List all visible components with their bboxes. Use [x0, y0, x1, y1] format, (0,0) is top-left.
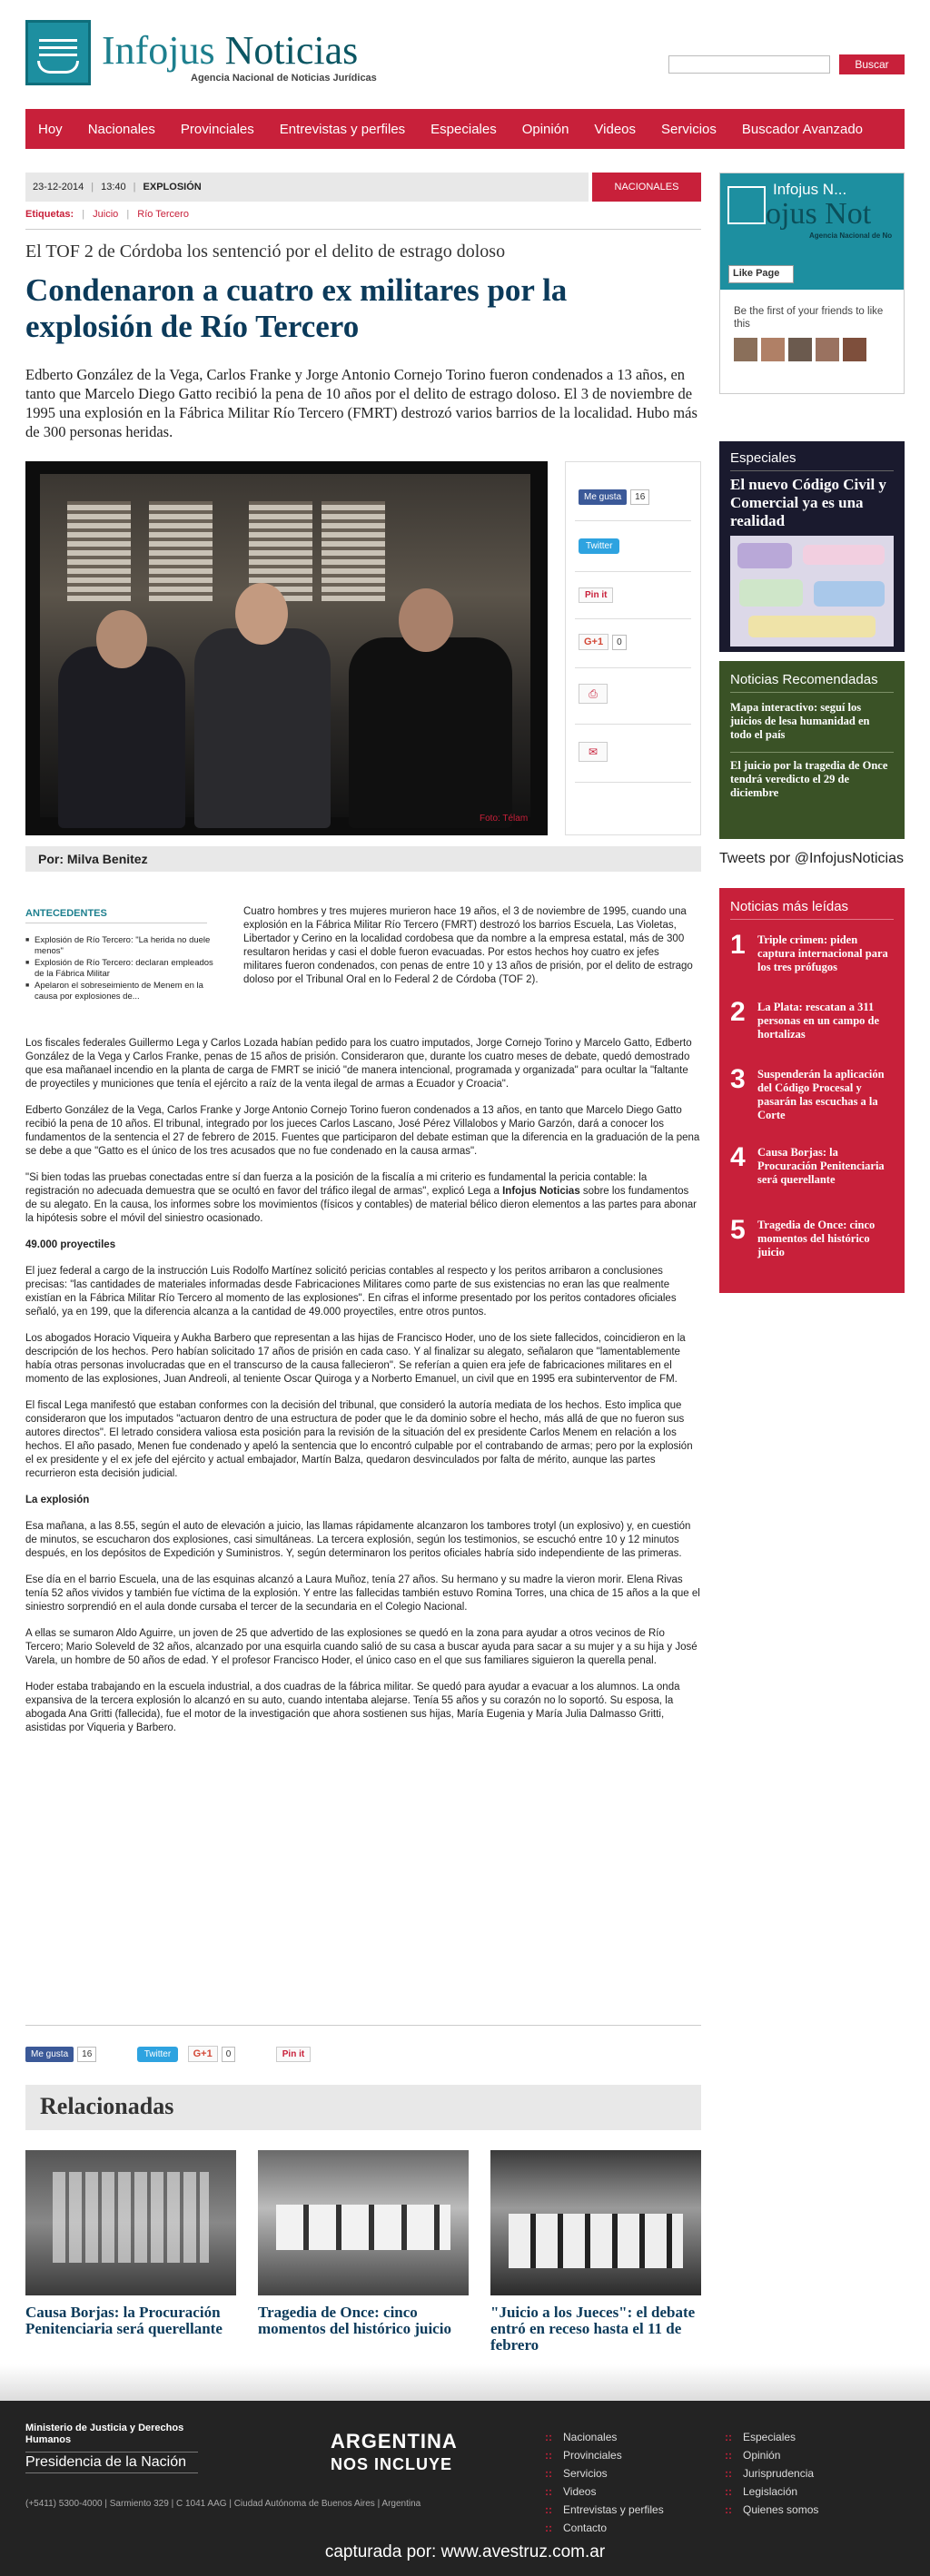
google-plus-count: 0: [222, 2047, 236, 2062]
facebook-like-count: 16: [77, 2047, 96, 2062]
fb-friends-text: Be the first of your friends to like this: [734, 306, 884, 330]
footer-link[interactable]: :: Nacionales: [545, 2428, 664, 2446]
book-logo-icon[interactable]: [25, 20, 91, 85]
recomendada-link[interactable]: El juicio por la tragedia de Once tendrá veredicto el 29 de diciembre: [730, 759, 888, 799]
footer-link[interactable]: :: Servicios: [545, 2464, 664, 2482]
divider: [25, 2025, 701, 2026]
printer-icon[interactable]: ⎙: [579, 684, 608, 704]
photo-credit: Foto: Télam: [480, 814, 529, 824]
fb-friend-avatar: [788, 338, 812, 361]
captured-watermark: capturada por: www.avestruz.com.ar: [324, 2542, 606, 2561]
body-subheading: 49.000 proyectiles: [25, 1239, 116, 1250]
recomendadas-box: [719, 661, 905, 839]
nav-servicios[interactable]: Servicios: [661, 121, 717, 137]
footer-link[interactable]: :: Videos: [545, 2482, 664, 2501]
footer-links-col2: [725, 2428, 818, 2519]
fb-friend-avatar: [734, 338, 757, 361]
nav-entrevistas[interactable]: Entrevistas y perfiles: [279, 121, 406, 137]
pinterest-button[interactable]: Pin it: [579, 587, 613, 603]
antecedente-link[interactable]: ■ Explosión de Río Tercero: declaran empleados de la Fábrica Militar: [25, 958, 216, 980]
related-image[interactable]: [490, 2150, 701, 2295]
mas-leida-number: 3: [730, 1064, 746, 1094]
article-headline: Condenaron a cuatro ex militares por la explosión de Río Tercero: [25, 272, 568, 344]
nav-especiales[interactable]: Especiales: [430, 121, 497, 137]
footer-argentina: ARGENTINA: [331, 2430, 458, 2453]
divider: [730, 752, 894, 753]
footer-link[interactable]: :: Entrevistas y perfiles: [545, 2501, 664, 2519]
logo-subtitle: Agencia Nacional de Noticias Jurídicas: [191, 73, 377, 84]
mas-leida-text: Causa Borjas: la Procuración Penitenciaria será querellante: [757, 1146, 885, 1186]
fb-page-big: ojus Not: [766, 197, 872, 231]
footer-link[interactable]: :: Jurisprudencia: [725, 2464, 818, 2482]
footer-presidencia[interactable]: Presidencia de la Nación: [25, 2452, 198, 2473]
divider: [730, 470, 894, 471]
footer-link[interactable]: :: Contacto: [545, 2519, 664, 2537]
mas-leida-text: La Plata: rescatan a 311 personas en un campo de hortalizas: [757, 1001, 880, 1041]
related-link[interactable]: Tragedia de Once: cinco momentos del histórico juicio: [258, 2304, 451, 2337]
share-bar-bottom: [25, 2045, 701, 2067]
fb-friend-avatar: [843, 338, 866, 361]
article-labels: Etiquetas: | Juicio | Río Tercero: [25, 209, 189, 220]
recomendada-link[interactable]: Mapa interactivo: seguí los juicios de lesa humanidad en todo el país: [730, 701, 870, 741]
mas-leida-text: Triple crimen: piden captura internacional para los tres prófugos: [757, 933, 888, 973]
divider: [25, 229, 701, 230]
footer-link[interactable]: :: Legislación: [725, 2482, 818, 2501]
labels-title: Etiquetas:: [25, 209, 74, 220]
antecedente-link[interactable]: ■ Apelaron el sobreseimiento de Menem en la causa por explosiones de...: [25, 981, 216, 1002]
fb-friend-avatar: [816, 338, 839, 361]
footer-links-col1: [545, 2428, 664, 2537]
share-panel: [565, 461, 701, 835]
related-image[interactable]: [25, 2150, 236, 2295]
section-tag[interactable]: NACIONALES: [592, 173, 701, 202]
article-intro: Cuatro hombres y tres mujeres murieron hace 19 años, el 3 de noviembre de 1995, cuando una explosión en la Fábrica Militar Río Tercero (FMRT) destrozó los barrios Escuela, Las Violetas, Libertador y Cerino en la localidad cordobesa que da nombre a la empresa estatal, más de 300 resultaron heridas y casi el doble fueron evacuadas. Por estos hechos hoy cuatro ex jefes militares fueron condenados, con penas de entre 10 y 13 años de prisión, por el delito de estrago doloso por el Tribunal Oral en lo Federal 2 de Córdoba (TOF 2).: [243, 906, 693, 985]
mas-leida-number: 2: [730, 997, 746, 1027]
body-paragraph: El fiscal Lega manifestó que estaban conformes con la decisión del tribunal, que consideró la autoría mediata de los hechos. Esto implica que consideraron que los imputados "actuaron dentro de una estructura de poder que le da dominio sobre el hecho, más allá de que no fueron sus autores directos". El letrado considera valiosa esta posición para la revisión de la situación del ex presidente Carlos Menem en relación a los hechos. El año pasado, Menen fue condenado y apeló la sentencia que lo encontró culpable por el contrabando de armas; pero por la explosión el ex presidente y el ex jefe del ejército y actual embajador, Martín Balza, quedaron desvinculados por falta de mérito, aunque las partes recurrieron esta decisión judicial.: [25, 1400, 693, 1479]
fb-like-page-button[interactable]: Like Page: [728, 265, 794, 283]
article-time: 13:40: [101, 182, 126, 192]
article-body: [25, 1037, 701, 1748]
body-paragraph: Los abogados Horacio Viqueira y Aukha Barbero que representan a las hijas de Francisco Hoder, uno de los siete fallecidos, coincidieron en la descripción de los hechos. Pero habían solicitado 17 años de prisión en cada caso. Y al finalizar su alegato, señalaron que "lamentablemente había otras personas involucradas que en el transcurso de la causa fallecieron". Se referían a quien era jefe de fabricaciones militares en el momento de las explosiones, Juan Andreoli, al teniente Oscar Quiroga y a Norberto Emanuel, un civil que en 1995 era subinterventor de FM.: [25, 1333, 686, 1385]
label-rio-tercero[interactable]: Río Tercero: [137, 209, 189, 220]
recomendadas-title: Noticias Recomendadas: [730, 672, 878, 687]
footer-link[interactable]: :: Especiales: [725, 2428, 818, 2446]
antecedentes-title: ANTECEDENTES: [25, 908, 107, 919]
email-icon[interactable]: ✉: [579, 742, 608, 762]
fb-page-name: Infojus N...: [773, 181, 847, 198]
divider: [730, 692, 894, 693]
body-paragraph: "Si bien todas las pruebas conectadas entre sí dan fuerza a la posición de la fiscalía a mi criterio es fundamental la pericia contable: la registración no adecuada demuestra que se ocultó en favor del tráfico ilegal de armas", explicó Lega a Infojus Noticias sobre los fundamentos de su alegato. En la causa, los informes sobre los movimientos (físicos y contables) de material bélico dieron elementos a las partes para abonar la hipótesis sobre el móvil del siniestro ocasionado.: [25, 1172, 697, 1224]
relacionadas-title: Relacionadas: [40, 2093, 174, 2119]
tweets-heading[interactable]: Tweets por @InfojusNoticias: [719, 851, 904, 866]
article-author: Por: Milva Benitez: [25, 846, 701, 872]
logo-brand: Infojus: [102, 28, 215, 73]
nav-provinciales[interactable]: Provinciales: [180, 121, 254, 137]
body-paragraph: Hoder estaba trabajando en la escuela industrial, a dos cuadras de la fábrica militar. Se quedó para ayudar a evacuar a los alumnos. La onda expansiva de la tercera explosión lo alcanzó en su auto, cuando intentaba alejarse. Tenía 55 años y su corazón no lo soportó. Su esposa, la abogada Ana Gritti (fallecida), fue el motor de la investigación que ahora sostienen sus hijas, María Eugenia y María Julia Dalmasso Gritti, asistidas por Viqueria y Barbero.: [25, 1682, 680, 1733]
nav-hoy[interactable]: Hoy: [38, 121, 63, 137]
label-juicio[interactable]: Juicio: [93, 209, 119, 220]
article-photo: [25, 461, 548, 835]
footer-nos-incluye: NOS INCLUYE: [331, 2455, 453, 2473]
body-paragraph: A ellas se sumaron Aldo Aguirre, un joven de 25 que advertido de las explosiones se quedó en la zona para ayudar a otros vecinos de Río Tercero; Mario Soleveld de 32 años, alcanzado por una esquirla cuando salió de su casa a buscar ayuda para sacar a su mujer y a su hija y José Varela, un hombre de 50 años de edad. Y el profesor Francisco Hoder, el único caso en el que sus familiares siguieron la querella penal.: [25, 1628, 698, 1666]
footer-ministerio: Ministerio de Justicia y Derechos Humanos: [25, 2423, 184, 2445]
article-category: EXPLOSIÓN: [143, 182, 202, 192]
facebook-like-button[interactable]: Me gusta: [579, 489, 627, 505]
related-link[interactable]: Causa Borjas: la Procuración Penitenciaria será querellante: [25, 2304, 223, 2337]
nav-nacionales[interactable]: Nacionales: [87, 121, 155, 137]
divider: [730, 919, 894, 920]
especiales-headline[interactable]: El nuevo Código Civil y Comercial ya es una realidad: [730, 476, 886, 529]
site-logo[interactable]: [102, 28, 359, 73]
nav-opinion[interactable]: Opinión: [521, 121, 569, 137]
google-plus-button[interactable]: G+1: [579, 634, 608, 650]
body-paragraph: El juez federal a cargo de la instrucción Luis Rodolfo Martínez solicitó pericias contables al respecto y los peritos arribaron a conclusiones precisas: "las cantidades de materiales informadas desde Fabricaciones Militares como parte de sus existencias no eran las que realmente existían en la Fábrica Militar Río Tercero al momento de las explosiones". En cifras el informe presentado por los peritos contadores oficiales señaló, ya en 199, que la diferencia alcanza a la cantidad de 49.000 proyectiles, entre otros puntos.: [25, 1266, 677, 1318]
article-date: 23-12-2014: [33, 182, 84, 192]
fb-page-sub: Agencia Nacional de No: [809, 232, 893, 240]
twitter-button[interactable]: Twitter: [579, 538, 619, 554]
pinterest-button[interactable]: Pin it: [276, 2047, 311, 2062]
google-plus-count: 0: [612, 635, 627, 650]
mas-leida-number: 1: [730, 930, 746, 960]
footer-link[interactable]: :: Provinciales: [545, 2446, 664, 2464]
article-kicker: El TOF 2 de Córdoba los sentenció por el delito de estrago doloso: [25, 242, 506, 262]
especiales-image[interactable]: [730, 536, 894, 646]
related-image[interactable]: [258, 2150, 469, 2295]
mas-leidas-title: Noticias más leídas: [730, 899, 849, 914]
twitter-button[interactable]: Twitter: [137, 2047, 178, 2062]
mas-leida-text: Suspenderán la aplicación del Código Procesal y pasarán las escuchas a la Corte: [757, 1068, 885, 1121]
body-paragraph: Edberto González de la Vega, Carlos Franke y Jorge Antonio Cornejo Torino fueron condenados a 13 años, en tanto que Marcelo Diego Gatto recibió la pena de 10 años. El tribunal, integrado por los jueces Carlos Lascano, José Pérez Villalobos y Mario Garzón, dará a conocer los fundamentos de la sentencia el 27 de febrero de 2015. Fuentes que participaron del debate estiman que la diferencia en la graduación de la pena se debe a que "Gatto es el único de los tres acusados que no fue condenado en la causa armas".: [25, 1105, 700, 1157]
especiales-title: Especiales: [730, 450, 796, 466]
infojus-mention: Infojus Noticias: [502, 1186, 580, 1197]
fb-friend-avatar: [761, 338, 785, 361]
mas-leida-text: Tragedia de Once: cinco momentos del histórico juicio: [757, 1219, 876, 1258]
antecedentes-list: [25, 935, 216, 1003]
body-paragraph: Los fiscales federales Guillermo Lega y Carlos Lozada habían pedido para los cuatro imputados, Jorge Cornejo Torino y Marcelo Gatto, Edberto González de la Vega y Carlos Franke, penas de 15 años de prisión. Consideraron que, durante los cuatro meses de debate, quedó demostrado que esa mañanael incendio en la planta de carga de FMRT se inició "de manera intencional, programada y organizada" para ocultar la "faltante de proyectiles y municiones que tenía el ejército a raíz de la venta ilegal de armas a Ecuador y Croacia".: [25, 1038, 692, 1090]
body-paragraph: Ese día en el barrio Escuela, una de las esquinas alcanzó a Laura Muñoz, tenía 27 años. Su hermano y su madre la vieron morir. Elena Rivas tenía 52 años vividos y también fue víctima de la explosión. Y entre las fallecidas también estuvo Romina Torres, una chica de 15 años a la que el siniestro sorprendió en el aula donde cursaba el tercer de la secundaria en el Colegio Nacional.: [25, 1574, 700, 1613]
footer-gradient: [0, 2364, 930, 2401]
article-info-bar: 23-12-2014 | 13:40 | EXPLOSIÓN: [25, 173, 589, 202]
logo-noticias: Noticias: [224, 28, 359, 73]
antecedente-link[interactable]: ■ Explosión de Río Tercero: "La herida no duele menos": [25, 935, 216, 957]
search-button[interactable]: Buscar: [839, 54, 905, 74]
facebook-like-count: 16: [630, 489, 649, 505]
footer-link[interactable]: :: Quienes somos: [725, 2501, 818, 2519]
search-input[interactable]: [668, 55, 830, 74]
main-nav: [25, 109, 905, 149]
body-subheading: La explosión: [25, 1495, 90, 1505]
nav-buscador-avanzado[interactable]: Buscador Avanzado: [741, 121, 864, 137]
nav-videos[interactable]: Videos: [594, 121, 637, 137]
article-lead: Edberto González de la Vega, Carlos Franke y Jorge Antonio Cornejo Torino fueron condenados a 13 años, en tanto que Marcelo Diego Gatto recibió la pena de 10 años por el delito de estrago doloso. El 3 de noviembre de 1995 una explosión en la Fábrica Militar Río Tercero (FMRT) destrozó varios barrios de la localidad. Hubo más de 300 personas heridas.: [25, 366, 698, 440]
footer-link[interactable]: :: Opinión: [725, 2446, 818, 2464]
google-plus-button[interactable]: G+1: [188, 2046, 218, 2062]
mas-leida-number: 5: [730, 1215, 746, 1245]
mas-leida-number: 4: [730, 1142, 746, 1172]
facebook-like-button[interactable]: Me gusta: [25, 2047, 74, 2062]
body-paragraph: Esa mañana, a las 8.55, según el auto de elevación a juicio, las llamas rápidamente alcanzaron los tambores trotyl (un explosivo) y, en cuestión de minutos, se escucharon dos explosiones, casi simultáneas. La tercera explosión, según los testimonios, se escuchó entre 10 y 12 minutos después, en los depósitos de Expedición y Suministros. Y, según determinaron los peritos oficiales habría sido independiente de las primeras.: [25, 1521, 691, 1559]
footer-contact: (+5411) 5300-4000 | Sarmiento 329 | C 1041 AAG | Ciudad Autónoma de Buenos Aires | Argentina: [25, 2499, 421, 2509]
related-link[interactable]: "Juicio a los Jueces": el debate entró en receso hasta el 11 de febrero: [490, 2304, 696, 2354]
